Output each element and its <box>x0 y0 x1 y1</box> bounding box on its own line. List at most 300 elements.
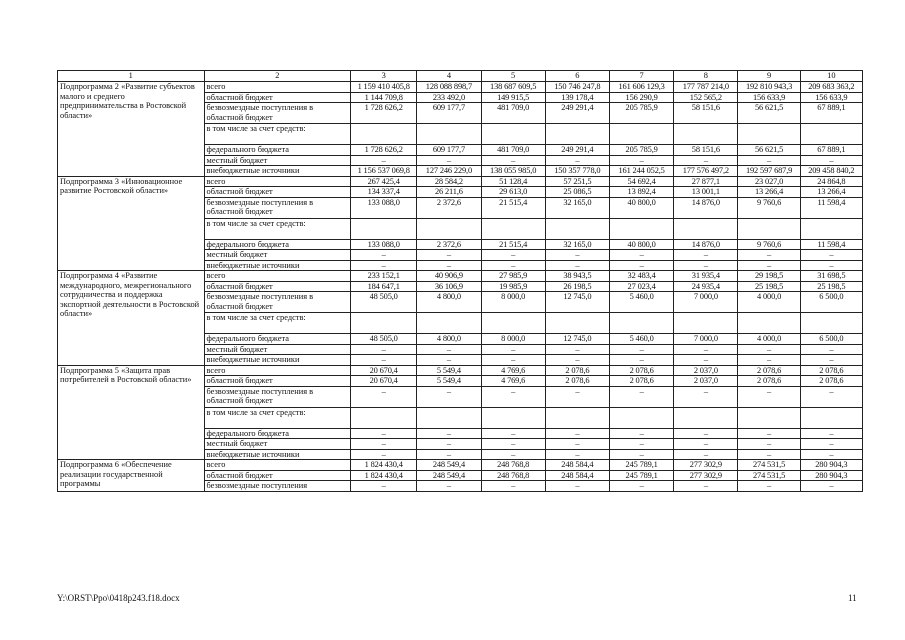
amount-cell: – <box>481 439 545 450</box>
amount-cell: – <box>800 481 862 492</box>
amount-cell: – <box>545 439 609 450</box>
amount-cell: 27 985,9 <box>481 271 545 282</box>
amount-cell: – <box>800 386 862 407</box>
amount-cell: – <box>800 428 862 439</box>
funding-source-label: областной бюджет <box>204 92 351 103</box>
amount-cell <box>674 124 738 145</box>
table-row <box>58 271 863 282</box>
funding-source-label: областной бюджет <box>204 187 351 198</box>
amount-cell: 2 078,6 <box>800 376 862 387</box>
subprogram-title: Подпрограмма 5 «Защита прав потребителей в Ростовской области» <box>58 365 205 460</box>
amount-cell: – <box>738 260 800 271</box>
table-row <box>58 365 863 376</box>
amount-cell <box>351 313 417 334</box>
amount-cell: 13 001,1 <box>674 187 738 198</box>
amount-cell: 2 037,0 <box>674 365 738 376</box>
amount-cell: 4 000,0 <box>738 334 800 345</box>
amount-cell: 280 904,3 <box>800 460 862 471</box>
amount-cell: 1 824 430,4 <box>351 470 417 481</box>
amount-cell: – <box>545 481 609 492</box>
subprogram-title: Подпрограмма 6 «Обеспечение реализации государственной программы <box>58 460 205 492</box>
funding-source-label: безвозмездные поступления в областной бюджет <box>204 197 351 218</box>
amount-cell <box>545 218 609 239</box>
amount-cell: 156 633,9 <box>738 92 800 103</box>
amount-cell: 24 864,8 <box>800 176 862 187</box>
amount-cell: 138 055 985,0 <box>481 166 545 177</box>
amount-cell: – <box>674 344 738 355</box>
amount-cell <box>481 218 545 239</box>
amount-cell: 11 598,4 <box>800 239 862 250</box>
amount-cell: 48 505,0 <box>351 292 417 313</box>
amount-cell: 2 078,6 <box>610 376 674 387</box>
amount-cell: – <box>674 155 738 166</box>
amount-cell: 27 877,1 <box>674 176 738 187</box>
amount-cell <box>610 218 674 239</box>
amount-cell <box>545 124 609 145</box>
amount-cell: – <box>800 439 862 450</box>
funding-source-label: в том числе за счет средств: <box>204 218 351 239</box>
amount-cell: – <box>545 355 609 366</box>
funding-source-label: областной бюджет <box>204 281 351 292</box>
amount-cell: 209 683 363,2 <box>800 82 862 93</box>
amount-cell: – <box>417 481 481 492</box>
funding-source-label: областной бюджет <box>204 470 351 481</box>
amount-cell <box>545 407 609 428</box>
funding-source-label: местный бюджет <box>204 344 351 355</box>
table-row <box>58 176 863 187</box>
amount-cell: – <box>417 260 481 271</box>
amount-cell: 156 633,9 <box>800 92 862 103</box>
funding-source-label: местный бюджет <box>204 155 351 166</box>
amount-cell <box>674 313 738 334</box>
amount-cell: 9 760,6 <box>738 239 800 250</box>
amount-cell: 32 165,0 <box>545 197 609 218</box>
column-number-header-row <box>58 71 863 82</box>
amount-cell: 67 889,1 <box>800 145 862 156</box>
amount-cell: – <box>800 260 862 271</box>
amount-cell: – <box>417 428 481 439</box>
amount-cell: 277 302,9 <box>674 460 738 471</box>
column-number-cell: 9 <box>738 71 800 82</box>
amount-cell: – <box>417 344 481 355</box>
amount-cell: – <box>738 386 800 407</box>
funding-source-label: в том числе за счет средств: <box>204 407 351 428</box>
amount-cell: – <box>545 449 609 460</box>
funding-source-label: всего <box>204 176 351 187</box>
amount-cell: 233 152,1 <box>351 271 417 282</box>
amount-cell: 36 106,9 <box>417 281 481 292</box>
amount-cell: 149 915,5 <box>481 92 545 103</box>
amount-cell: 2 037,0 <box>674 376 738 387</box>
amount-cell: – <box>738 155 800 166</box>
amount-cell: 31 698,5 <box>800 271 862 282</box>
amount-cell: – <box>545 260 609 271</box>
amount-cell: – <box>351 260 417 271</box>
amount-cell: 26 198,5 <box>545 281 609 292</box>
amount-cell: – <box>738 250 800 261</box>
amount-cell: 21 515,4 <box>481 197 545 218</box>
amount-cell: 1 144 709,8 <box>351 92 417 103</box>
column-number-cell: 2 <box>204 71 351 82</box>
amount-cell: 12 745,0 <box>545 334 609 345</box>
amount-cell: – <box>738 355 800 366</box>
amount-cell: – <box>738 428 800 439</box>
funding-source-label: федерального бюджета <box>204 334 351 345</box>
amount-cell: 248 549,4 <box>417 470 481 481</box>
amount-cell: 245 789,1 <box>610 460 674 471</box>
table-row <box>58 82 863 93</box>
amount-cell: 14 876,0 <box>674 239 738 250</box>
amount-cell: – <box>417 449 481 460</box>
amount-cell <box>674 407 738 428</box>
amount-cell: 248 549,4 <box>417 460 481 471</box>
amount-cell: 4 769,6 <box>481 376 545 387</box>
amount-cell: 28 584,2 <box>417 176 481 187</box>
amount-cell: 11 598,4 <box>800 197 862 218</box>
amount-cell: 1 156 537 069,8 <box>351 166 417 177</box>
amount-cell: 161 606 129,3 <box>610 82 674 93</box>
amount-cell <box>417 313 481 334</box>
table-body <box>58 71 863 492</box>
amount-cell: 6 500,0 <box>800 292 862 313</box>
amount-cell: 192 810 943,3 <box>738 82 800 93</box>
amount-cell: – <box>610 449 674 460</box>
column-number-cell: 6 <box>545 71 609 82</box>
table-row <box>58 460 863 471</box>
amount-cell: 29 198,5 <box>738 271 800 282</box>
funding-source-label: федерального бюджета <box>204 428 351 439</box>
amount-cell: – <box>545 250 609 261</box>
amount-cell: – <box>674 439 738 450</box>
amount-cell <box>417 218 481 239</box>
amount-cell: 249 291,4 <box>545 145 609 156</box>
amount-cell: 2 078,6 <box>800 365 862 376</box>
amount-cell: 19 985,9 <box>481 281 545 292</box>
amount-cell: – <box>610 439 674 450</box>
amount-cell: 2 078,6 <box>545 376 609 387</box>
amount-cell: – <box>610 155 674 166</box>
amount-cell: 7 000,0 <box>674 292 738 313</box>
amount-cell: 48 505,0 <box>351 334 417 345</box>
amount-cell: 56 621,5 <box>738 103 800 124</box>
funding-source-label: в том числе за счет средств: <box>204 313 351 334</box>
amount-cell: 26 211,6 <box>417 187 481 198</box>
amount-cell: 40 800,0 <box>610 239 674 250</box>
amount-cell: 38 943,5 <box>545 271 609 282</box>
amount-cell: – <box>800 344 862 355</box>
amount-cell: – <box>674 260 738 271</box>
amount-cell: – <box>800 355 862 366</box>
amount-cell: 2 078,6 <box>738 376 800 387</box>
column-number-cell: 10 <box>800 71 862 82</box>
amount-cell: – <box>800 250 862 261</box>
amount-cell: 13 266,4 <box>800 187 862 198</box>
amount-cell: – <box>674 449 738 460</box>
amount-cell: 609 177,7 <box>417 145 481 156</box>
amount-cell: – <box>738 439 800 450</box>
amount-cell: – <box>351 250 417 261</box>
amount-cell: 5 549,4 <box>417 365 481 376</box>
amount-cell <box>481 313 545 334</box>
amount-cell: – <box>417 355 481 366</box>
amount-cell: – <box>481 481 545 492</box>
amount-cell <box>417 407 481 428</box>
amount-cell: 156 290,9 <box>610 92 674 103</box>
funding-source-label: всего <box>204 365 351 376</box>
amount-cell: 209 458 840,2 <box>800 166 862 177</box>
amount-cell: 481 709,0 <box>481 145 545 156</box>
amount-cell: 51 128,4 <box>481 176 545 187</box>
amount-cell: 5 549,4 <box>417 376 481 387</box>
amount-cell <box>800 407 862 428</box>
amount-cell: – <box>674 355 738 366</box>
column-number-cell: 1 <box>58 71 205 82</box>
amount-cell: 27 023,4 <box>610 281 674 292</box>
amount-cell: – <box>738 449 800 460</box>
amount-cell: 4 769,6 <box>481 365 545 376</box>
amount-cell: 184 647,1 <box>351 281 417 292</box>
funding-source-label: внебюджетные источники <box>204 166 351 177</box>
funding-source-label: федерального бюджета <box>204 239 351 250</box>
amount-cell: – <box>481 250 545 261</box>
subprogram-title: Подпрограмма 4 «Развитие международного, межрегионального сотрудничества и поддержка экспортной деятельности в Ростовской области» <box>58 271 205 366</box>
amount-cell: 25 198,5 <box>738 281 800 292</box>
amount-cell: 54 692,4 <box>610 176 674 187</box>
funding-source-label: местный бюджет <box>204 439 351 450</box>
amount-cell <box>738 124 800 145</box>
amount-cell <box>738 407 800 428</box>
amount-cell: – <box>417 439 481 450</box>
amount-cell: – <box>351 355 417 366</box>
amount-cell: – <box>674 481 738 492</box>
amount-cell: – <box>481 386 545 407</box>
amount-cell: 1 824 430,4 <box>351 460 417 471</box>
amount-cell: 67 889,1 <box>800 103 862 124</box>
amount-cell: 2 078,6 <box>545 365 609 376</box>
amount-cell <box>800 218 862 239</box>
amount-cell: – <box>351 449 417 460</box>
amount-cell: – <box>800 155 862 166</box>
amount-cell <box>800 124 862 145</box>
amount-cell: 6 500,0 <box>800 334 862 345</box>
amount-cell: 177 787 214,0 <box>674 82 738 93</box>
amount-cell: 20 670,4 <box>351 376 417 387</box>
funding-source-label: областной бюджет <box>204 376 351 387</box>
amount-cell: 150 746 247,8 <box>545 82 609 93</box>
amount-cell: 277 302,9 <box>674 470 738 481</box>
amount-cell: 267 425,4 <box>351 176 417 187</box>
amount-cell: – <box>481 260 545 271</box>
amount-cell <box>610 407 674 428</box>
amount-cell: 31 935,4 <box>674 271 738 282</box>
amount-cell: 24 935,4 <box>674 281 738 292</box>
amount-cell: 4 800,0 <box>417 334 481 345</box>
amount-cell: 2 372,6 <box>417 197 481 218</box>
amount-cell: 58 151,6 <box>674 103 738 124</box>
amount-cell: 32 483,4 <box>610 271 674 282</box>
budget-table-page <box>57 70 863 492</box>
amount-cell: 248 584,4 <box>545 460 609 471</box>
amount-cell: – <box>481 155 545 166</box>
amount-cell: – <box>610 344 674 355</box>
amount-cell: – <box>417 155 481 166</box>
amount-cell: – <box>351 344 417 355</box>
amount-cell: – <box>545 155 609 166</box>
amount-cell: – <box>351 481 417 492</box>
amount-cell <box>738 313 800 334</box>
amount-cell: 25 198,5 <box>800 281 862 292</box>
amount-cell: 133 088,0 <box>351 239 417 250</box>
amount-cell: 139 178,4 <box>545 92 609 103</box>
amount-cell: 205 785,9 <box>610 145 674 156</box>
funding-source-label: всего <box>204 271 351 282</box>
column-number-cell: 5 <box>481 71 545 82</box>
amount-cell: – <box>674 428 738 439</box>
amount-cell: – <box>610 428 674 439</box>
amount-cell: 134 337,4 <box>351 187 417 198</box>
amount-cell <box>674 218 738 239</box>
amount-cell <box>800 313 862 334</box>
amount-cell: 5 460,0 <box>610 292 674 313</box>
amount-cell: 1 728 626,2 <box>351 145 417 156</box>
amount-cell: – <box>674 386 738 407</box>
amount-cell: – <box>674 250 738 261</box>
amount-cell: 9 760,6 <box>738 197 800 218</box>
amount-cell: – <box>481 449 545 460</box>
amount-cell <box>351 124 417 145</box>
amount-cell: 1 728 626,2 <box>351 103 417 124</box>
amount-cell: 245 789,1 <box>610 470 674 481</box>
amount-cell: – <box>610 386 674 407</box>
amount-cell: 32 165,0 <box>545 239 609 250</box>
amount-cell <box>481 124 545 145</box>
amount-cell: 13 266,4 <box>738 187 800 198</box>
amount-cell: 274 531,5 <box>738 470 800 481</box>
amount-cell: 4 000,0 <box>738 292 800 313</box>
amount-cell: 274 531,5 <box>738 460 800 471</box>
amount-cell: – <box>610 355 674 366</box>
amount-cell: 127 246 229,0 <box>417 166 481 177</box>
amount-cell: 205 785,9 <box>610 103 674 124</box>
amount-cell: 58 151,6 <box>674 145 738 156</box>
amount-cell: – <box>481 355 545 366</box>
amount-cell: – <box>545 344 609 355</box>
amount-cell: 20 670,4 <box>351 365 417 376</box>
funding-source-label: безвозмездные поступления <box>204 481 351 492</box>
page-number: 11 <box>848 593 857 603</box>
funding-source-label: безвозмездные поступления в областной бюджет <box>204 103 351 124</box>
amount-cell: 57 251,5 <box>545 176 609 187</box>
amount-cell: 21 515,4 <box>481 239 545 250</box>
amount-cell: 192 597 687,9 <box>738 166 800 177</box>
amount-cell: 8 000,0 <box>481 334 545 345</box>
funding-source-label: всего <box>204 82 351 93</box>
amount-cell: 7 000,0 <box>674 334 738 345</box>
budget-table <box>57 70 863 492</box>
column-number-cell: 8 <box>674 71 738 82</box>
funding-source-label: безвозмездные поступления в областной бюджет <box>204 292 351 313</box>
amount-cell <box>481 407 545 428</box>
funding-source-label: в том числе за счет средств: <box>204 124 351 145</box>
column-number-cell: 7 <box>610 71 674 82</box>
amount-cell: 280 904,3 <box>800 470 862 481</box>
amount-cell: – <box>417 250 481 261</box>
amount-cell: 177 576 497,2 <box>674 166 738 177</box>
funding-source-label: федерального бюджета <box>204 145 351 156</box>
amount-cell: 161 244 052,5 <box>610 166 674 177</box>
amount-cell: 128 088 898,7 <box>417 82 481 93</box>
funding-source-label: безвозмездные поступления в областной бюджет <box>204 386 351 407</box>
amount-cell: 249 291,4 <box>545 103 609 124</box>
amount-cell: 14 876,0 <box>674 197 738 218</box>
amount-cell: 4 800,0 <box>417 292 481 313</box>
amount-cell: 133 088,0 <box>351 197 417 218</box>
funding-source-label: всего <box>204 460 351 471</box>
amount-cell: – <box>351 155 417 166</box>
funding-source-label: внебюджетные источники <box>204 449 351 460</box>
footer-file-path: Y:\ORST\Ppo\0418p243.f18.docx <box>57 593 180 603</box>
amount-cell <box>610 313 674 334</box>
amount-cell: – <box>800 449 862 460</box>
amount-cell: 40 800,0 <box>610 197 674 218</box>
amount-cell <box>417 124 481 145</box>
amount-cell: 56 621,5 <box>738 145 800 156</box>
amount-cell <box>351 218 417 239</box>
amount-cell: – <box>481 428 545 439</box>
amount-cell: 248 584,4 <box>545 470 609 481</box>
amount-cell: 2 078,6 <box>610 365 674 376</box>
amount-cell: 152 565,2 <box>674 92 738 103</box>
amount-cell: – <box>351 439 417 450</box>
amount-cell: – <box>545 428 609 439</box>
amount-cell: 248 768,8 <box>481 460 545 471</box>
amount-cell: 609 177,7 <box>417 103 481 124</box>
amount-cell <box>610 124 674 145</box>
amount-cell: 29 613,0 <box>481 187 545 198</box>
amount-cell: – <box>417 386 481 407</box>
amount-cell: – <box>481 344 545 355</box>
amount-cell: – <box>545 386 609 407</box>
amount-cell: – <box>610 481 674 492</box>
amount-cell: 25 086,5 <box>545 187 609 198</box>
amount-cell: – <box>610 260 674 271</box>
amount-cell <box>351 407 417 428</box>
amount-cell: 5 460,0 <box>610 334 674 345</box>
column-number-cell: 3 <box>351 71 417 82</box>
amount-cell: 13 892,4 <box>610 187 674 198</box>
amount-cell: 248 768,8 <box>481 470 545 481</box>
amount-cell: – <box>738 344 800 355</box>
subprogram-title: Подпрограмма 3 «Инновационное развитие Ростовской области» <box>58 176 205 271</box>
amount-cell: 2 078,6 <box>738 365 800 376</box>
amount-cell: 2 372,6 <box>417 239 481 250</box>
amount-cell: 233 492,0 <box>417 92 481 103</box>
amount-cell: 138 687 609,5 <box>481 82 545 93</box>
amount-cell: – <box>610 250 674 261</box>
amount-cell <box>545 313 609 334</box>
amount-cell: 150 357 778,0 <box>545 166 609 177</box>
amount-cell: – <box>351 386 417 407</box>
amount-cell: 481 709,0 <box>481 103 545 124</box>
amount-cell: – <box>351 428 417 439</box>
amount-cell: – <box>738 481 800 492</box>
funding-source-label: внебюджетные источники <box>204 260 351 271</box>
amount-cell: 23 027,0 <box>738 176 800 187</box>
amount-cell: 12 745,0 <box>545 292 609 313</box>
amount-cell <box>738 218 800 239</box>
funding-source-label: местный бюджет <box>204 250 351 261</box>
amount-cell: 8 000,0 <box>481 292 545 313</box>
